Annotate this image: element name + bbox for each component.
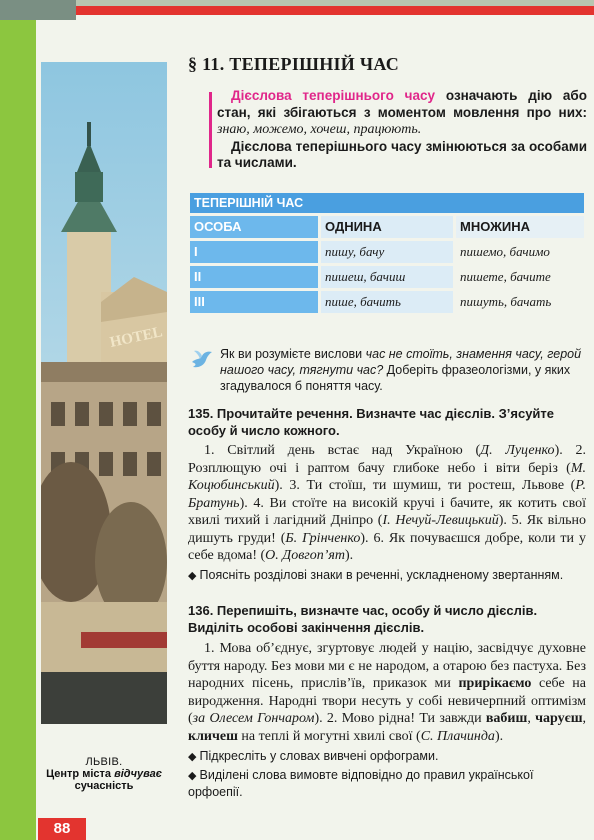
top-red-band xyxy=(76,6,594,15)
col-singular: ОДНИНА xyxy=(321,216,453,238)
dove-icon xyxy=(190,348,214,372)
top-thumbnail xyxy=(0,0,76,20)
exercise-136 xyxy=(188,602,586,800)
table-row: І пишу, бачу пишемо, бачимо xyxy=(190,241,584,263)
exercise-136-note-2: ◆ Виділені слова вимовте відповідно до правил української орфоепії. xyxy=(188,768,534,799)
exercise-135 xyxy=(188,405,586,584)
caption-line2: Центр міста відчуває xyxy=(46,768,162,780)
side-strip xyxy=(0,0,36,840)
photo-caption xyxy=(41,756,167,792)
lviv-photo xyxy=(41,62,167,724)
exercise-136-note-1: ◆ Підкресліть у словах вивчені орфограми. xyxy=(188,749,439,763)
rule-paragraph-1: Дієслова теперішнього часу означають дію або стан, які збігаються з моментом мовлення про них: знаю, можемо, хочеш, працюють. xyxy=(217,88,588,137)
hotel-sign: HOTEL xyxy=(108,324,165,351)
rule-marker xyxy=(209,92,212,168)
exercise-135-text: 1. Світлий день встає над Україною (Д. Луценко). 2. Розплющую очі і раптом бачу глибоке небо і віти беріз (М. Коцюбинський). 3. Ти стоїш, ти шумиш, ти ростеш, Львове (Р. Братунь). 4. Ви стоїте на високій кручі і бачите, як котить свої хвилі тихий і лагідний Дніпро (І. Нечуй-Левицький). 5. Як вільно дишуть груди! (Б. Грінченко). 6. Як почуваєшся добре, коли ти у себе вдома! (О. Довгоп’ят). xyxy=(188,443,586,563)
page-number: 88 xyxy=(38,818,86,840)
question-block: Як ви розумієте вислови час не стоїть, знамення часу, герой нашого часу, тягнути час? Доберіть фразеологізми, у яких згадувалося б поняття часу. xyxy=(220,347,582,393)
rule-box xyxy=(217,88,587,172)
rule-term: Дієслова теперішнього часу xyxy=(231,88,436,103)
table-head-row xyxy=(190,216,584,238)
caption-city: ЛЬВІВ. xyxy=(85,756,123,768)
exercise-135-task: 135. Прочитайте речення. Визначте час дієслів. З’ясуйте особу й число кожного. xyxy=(188,406,555,438)
col-person: ОСОБА xyxy=(190,216,318,238)
caption-line3: сучасність xyxy=(74,780,134,792)
diamond-icon: ◆ xyxy=(188,569,200,582)
exercise-136-text: 1. Мова об’єднує, згуртовує людей у націю, засвідчує духовне буття народу. Без мови ми є не народом, а отарою без пастуха. Без народних пісень, прислів’їв, приказок ми прирікаємо себе на виродження. Народні твори несуть у собі невичерпний оптимізм (за Олесем Гончаром). 2. Мово рідна! Ти завжди вабиш, чаруєш, кличеш на теплі й могутні хвилі свої (С. Плачинда). xyxy=(188,641,587,744)
exercise-135-note: ◆ Поясніть розділові знаки в реченні, ускладненому звертанням. xyxy=(188,567,564,582)
page-title: § 11. ТЕПЕРІШНІЙ ЧАС xyxy=(188,54,400,74)
table-header: ТЕПЕРІШНІЙ ЧАС xyxy=(190,193,584,213)
col-plural: МНОЖИНА xyxy=(456,216,584,238)
diamond-icon: ◆ xyxy=(188,751,200,763)
present-tense-table xyxy=(190,193,584,313)
rule-paragraph-2: Дієслова теперішнього часу змінюються за особами та числами. xyxy=(217,138,587,170)
diamond-icon: ◆ xyxy=(188,770,200,782)
exercise-136-task: 136. Перепишіть, визначте час, особу й число дієслів. Виділіть особові закінчення дієслів. xyxy=(188,603,538,635)
table-row: ІІ пишеш, бачиш пишете, бачите xyxy=(190,266,584,288)
table-row: ІІІ пише, бачить пишуть, бачать xyxy=(190,291,584,313)
